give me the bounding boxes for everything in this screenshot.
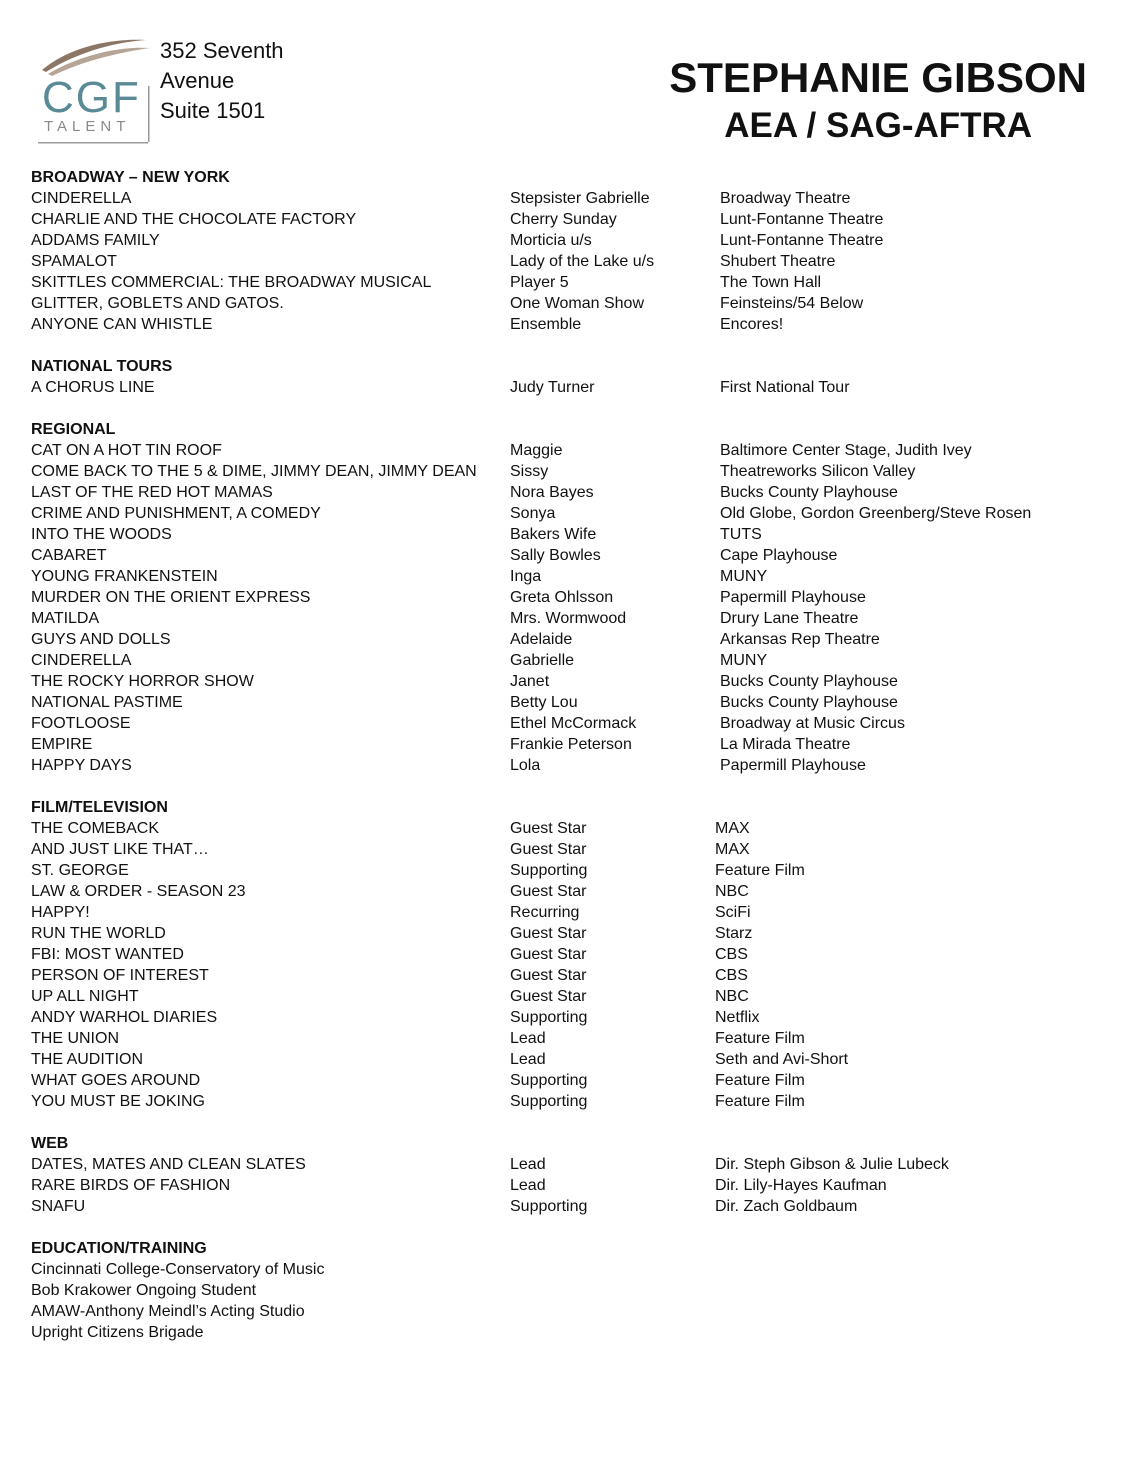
credit-role: Player 5 (510, 274, 569, 291)
credit-row (31, 818, 1121, 839)
credit-list (31, 818, 1121, 1112)
credit-role: Guest Star (510, 967, 587, 984)
credit-row (31, 440, 1121, 461)
credit-venue: Feature Film (715, 1030, 805, 1047)
credit-role: Cherry Sunday (510, 211, 617, 228)
credit-role: Lady of the Lake u/s (510, 253, 655, 270)
credit-role: Judy Turner (510, 379, 595, 396)
credit-venue: Cape Playhouse (720, 547, 838, 564)
section-web (31, 1133, 1121, 1217)
credit-role: Lola (510, 757, 541, 774)
credit-title: PERSON OF INTEREST (31, 967, 209, 984)
credit-venue: MUNY (720, 652, 768, 669)
credit-venue: Papermill Playhouse (720, 589, 866, 606)
credit-title: CINDERELLA (31, 652, 132, 669)
credit-title: THE UNION (31, 1030, 119, 1047)
section-title: BROADWAY – NEW YORK (31, 169, 230, 186)
training-list (31, 1259, 1121, 1343)
credit-row (31, 209, 1121, 230)
credit-title: AND JUST LIKE THAT… (31, 841, 209, 858)
credit-row (31, 860, 1121, 881)
credit-list (31, 440, 1121, 776)
credit-row (31, 944, 1121, 965)
credit-title: YOU MUST BE JOKING (31, 1093, 205, 1110)
credit-venue: Broadway at Music Circus (720, 715, 905, 732)
credit-role: Guest Star (510, 841, 587, 858)
credit-venue: Dir. Steph Gibson & Julie Lubeck (715, 1156, 949, 1173)
credit-venue: TUTS (720, 526, 762, 543)
credit-row (31, 1049, 1121, 1070)
credit-title: FBI: MOST WANTED (31, 946, 184, 963)
credit-venue: Papermill Playhouse (720, 757, 866, 774)
logo-subtitle: TALENT (44, 118, 131, 135)
training-item: Bob Krakower Ongoing Student (31, 1282, 257, 1299)
credit-role: Supporting (510, 1072, 588, 1089)
credit-title: MURDER ON THE ORIENT EXPRESS (31, 589, 311, 606)
credit-row (31, 986, 1121, 1007)
credit-venue: NBC (715, 883, 749, 900)
credit-role: Frankie Peterson (510, 736, 632, 753)
credit-role: Supporting (510, 1093, 588, 1110)
credit-role: Sonya (510, 505, 556, 522)
credit-title: ADDAMS FAMILY (31, 232, 160, 249)
credit-role: Sally Bowles (510, 547, 601, 564)
credit-row (31, 503, 1121, 524)
credit-title: HAPPY DAYS (31, 757, 132, 774)
credit-title: COME BACK TO THE 5 & DIME, JIMMY DEAN, JIMMY DEAN (31, 463, 477, 480)
credit-title: INTO THE WOODS (31, 526, 172, 543)
credit-venue: Starz (715, 925, 753, 942)
credit-row (31, 608, 1121, 629)
credit-title: ANYONE CAN WHISTLE (31, 316, 213, 333)
credit-row (31, 1028, 1121, 1049)
credit-venue: Arkansas Rep Theatre (720, 631, 880, 648)
credit-row (31, 272, 1121, 293)
credit-list (31, 377, 1121, 398)
name-block (669, 54, 1087, 148)
credit-title: GLITTER, GOBLETS AND GATOS. (31, 295, 284, 312)
section-title: EDUCATION/TRAINING (31, 1240, 207, 1257)
credit-venue: Drury Lane Theatre (720, 610, 859, 627)
training-item: Upright Citizens Brigade (31, 1324, 204, 1341)
credit-venue: The Town Hall (720, 274, 822, 291)
credit-row (31, 377, 1121, 398)
credit-row (31, 1154, 1121, 1175)
credit-venue: Feature Film (715, 1093, 805, 1110)
credit-row (31, 293, 1121, 314)
credit-role: Bakers Wife (510, 526, 597, 543)
credit-venue: Lunt-Fontanne Theatre (720, 232, 884, 249)
credit-title: HAPPY! (31, 904, 90, 921)
credit-role: Greta Ohlsson (510, 589, 614, 606)
credit-row (31, 524, 1121, 545)
credit-row (31, 545, 1121, 566)
credit-role: Gabrielle (510, 652, 575, 669)
credit-venue: Seth and Avi-Short (715, 1051, 849, 1068)
credit-venue: Theatreworks Silicon Valley (720, 463, 916, 480)
credit-title: EMPIRE (31, 736, 93, 753)
credit-venue: Netflix (715, 1009, 760, 1026)
credit-role: Supporting (510, 1198, 588, 1215)
credit-role: Ethel McCormack (510, 715, 637, 732)
credit-row (31, 566, 1121, 587)
section-national-tours (31, 356, 1121, 398)
union-affiliations: AEA / SAG-AFTRA (724, 106, 1033, 145)
credit-row (31, 881, 1121, 902)
credit-title: RARE BIRDS OF FASHION (31, 1177, 231, 1194)
credit-list (31, 1154, 1121, 1217)
credit-title: ST. GEORGE (31, 862, 129, 879)
section-education-training (31, 1238, 1121, 1343)
credit-role: Guest Star (510, 946, 587, 963)
credit-title: THE ROCKY HORROR SHOW (31, 673, 254, 690)
credit-title: CABARET (31, 547, 107, 564)
credit-row (31, 1175, 1121, 1196)
credit-venue: Bucks County Playhouse (720, 484, 898, 501)
credit-row (31, 755, 1121, 776)
credit-row (31, 713, 1121, 734)
credit-title: THE AUDITION (31, 1051, 144, 1068)
section-title: NATIONAL TOURS (31, 358, 173, 375)
credit-venue: Old Globe, Gordon Greenberg/Steve Rosen (720, 505, 1032, 522)
credit-title: CAT ON A HOT TIN ROOF (31, 442, 222, 459)
credit-row (31, 671, 1121, 692)
credit-role: Ensemble (510, 316, 582, 333)
credit-role: Betty Lou (510, 694, 578, 711)
credit-title: THE COMEBACK (31, 820, 160, 837)
credit-row (31, 1007, 1121, 1028)
credit-role: Morticia u/s (510, 232, 592, 249)
credit-venue: Shubert Theatre (720, 253, 836, 270)
credit-row (31, 482, 1121, 503)
credit-title: MATILDA (31, 610, 100, 627)
credit-title: DATES, MATES AND CLEAN SLATES (31, 1156, 306, 1173)
credit-title: A CHORUS LINE (31, 379, 155, 396)
credit-venue: CBS (715, 946, 748, 963)
credit-role: Maggie (510, 442, 563, 459)
credit-list (31, 188, 1121, 335)
credit-venue: First National Tour (720, 379, 850, 396)
cgf-talent-logo (38, 30, 158, 146)
credit-role: Guest Star (510, 883, 587, 900)
section-title: WEB (31, 1135, 69, 1152)
credit-title: CINDERELLA (31, 190, 132, 207)
credit-venue: Dir. Lily-Hayes Kaufman (715, 1177, 887, 1194)
credit-title: UP ALL NIGHT (31, 988, 139, 1005)
section-broadway (31, 167, 1121, 335)
credit-row (31, 188, 1121, 209)
credit-venue: Dir. Zach Goldbaum (715, 1198, 858, 1215)
credit-title: CHARLIE AND THE CHOCOLATE FACTORY (31, 211, 357, 228)
credit-venue: MAX (715, 820, 750, 837)
credit-venue: SciFi (715, 904, 751, 921)
credit-row (31, 965, 1121, 986)
address-line: 352 Seventh (160, 38, 284, 63)
credit-role: One Woman Show (510, 295, 644, 312)
credit-role: Lead (510, 1156, 546, 1173)
credit-venue: Lunt-Fontanne Theatre (720, 211, 884, 228)
credit-row (31, 461, 1121, 482)
credit-row (31, 587, 1121, 608)
credit-row (31, 1070, 1121, 1091)
credit-row (31, 1091, 1121, 1112)
section-title: FILM/TELEVISION (31, 799, 168, 816)
credit-venue: Baltimore Center Stage, Judith Ivey (720, 442, 972, 459)
credit-venue: Broadway Theatre (720, 190, 851, 207)
credit-row (31, 251, 1121, 272)
credit-title: SKITTLES COMMERCIAL: THE BROADWAY MUSICAL (31, 274, 432, 291)
credit-venue: Bucks County Playhouse (720, 694, 898, 711)
credit-venue: Feature Film (715, 1072, 805, 1089)
credit-role: Guest Star (510, 925, 587, 942)
credit-venue: Encores! (720, 316, 784, 333)
credit-title: FOOTLOOSE (31, 715, 131, 732)
section-regional (31, 419, 1121, 776)
credit-role: Janet (510, 673, 550, 690)
resume-body (31, 167, 1121, 1364)
credit-role: Guest Star (510, 988, 587, 1005)
credit-row (31, 839, 1121, 860)
credit-title: SPAMALOT (31, 253, 117, 270)
credit-title: WHAT GOES AROUND (31, 1072, 201, 1089)
credit-title: NATIONAL PASTIME (31, 694, 183, 711)
address-line: Avenue (160, 68, 235, 93)
credit-role: Supporting (510, 1009, 588, 1026)
credit-title: SNAFU (31, 1198, 86, 1215)
credit-row (31, 629, 1121, 650)
credit-row (31, 692, 1121, 713)
credit-title: GUYS AND DOLLS (31, 631, 171, 648)
credit-row (31, 734, 1121, 755)
credit-venue: Feature Film (715, 862, 805, 879)
credit-title: CRIME AND PUNISHMENT, A COMEDY (31, 505, 321, 522)
credit-role: Supporting (510, 862, 588, 879)
credit-venue: CBS (715, 967, 748, 984)
credit-role: Lead (510, 1030, 546, 1047)
training-item: Cincinnati College-Conservatory of Music (31, 1261, 325, 1278)
credit-row (31, 902, 1121, 923)
credit-title: ANDY WARHOL DIARIES (31, 1009, 218, 1026)
credit-role: Mrs. Wormwood (510, 610, 627, 627)
credit-row (31, 314, 1121, 335)
credit-row (31, 650, 1121, 671)
logo-wordmark: CGF (42, 73, 141, 122)
credit-title: LAW & ORDER - SEASON 23 (31, 883, 246, 900)
credit-role: Sissy (510, 463, 549, 480)
credit-venue: Feinsteins/54 Below (720, 295, 864, 312)
credit-venue: Bucks County Playhouse (720, 673, 898, 690)
credit-role: Lead (510, 1051, 546, 1068)
credit-venue: MUNY (720, 568, 768, 585)
credit-role: Lead (510, 1177, 546, 1194)
address-line: Suite 1501 (160, 98, 266, 123)
credit-title: LAST OF THE RED HOT MAMAS (31, 484, 273, 501)
credit-role: Adelaide (510, 631, 573, 648)
performer-name: STEPHANIE GIBSON (669, 54, 1087, 101)
training-item: AMAW-Anthony Meindl’s Acting Studio (31, 1303, 305, 1320)
credit-row (31, 1196, 1121, 1217)
credit-role: Recurring (510, 904, 580, 921)
credit-row (31, 923, 1121, 944)
credit-role: Inga (510, 568, 542, 585)
credit-venue: La Mirada Theatre (720, 736, 851, 753)
section-title: REGIONAL (31, 421, 116, 438)
credit-role: Stepsister Gabrielle (510, 190, 650, 207)
credit-role: Guest Star (510, 820, 587, 837)
credit-row (31, 230, 1121, 251)
credit-venue: NBC (715, 988, 749, 1005)
credit-title: RUN THE WORLD (31, 925, 166, 942)
credit-role: Nora Bayes (510, 484, 594, 501)
agency-address (160, 36, 284, 126)
credit-title: YOUNG FRANKENSTEIN (31, 568, 218, 585)
section-film-television (31, 797, 1121, 1112)
credit-venue: MAX (715, 841, 750, 858)
